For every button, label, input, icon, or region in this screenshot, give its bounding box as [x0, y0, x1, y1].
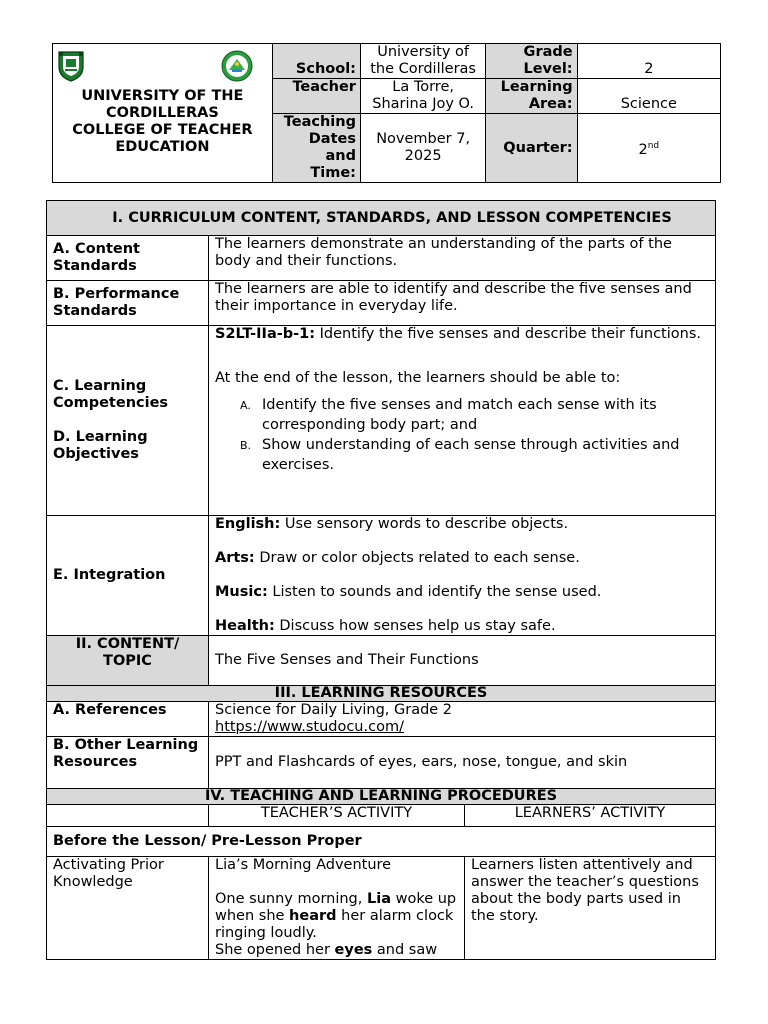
reference-book: Science for Daily Living, Grade 2: [215, 702, 453, 718]
section-1-title: I. CURRICULUM CONTENT, STANDARDS, AND LESSON COMPETENCIES: [47, 201, 716, 236]
competencies-objectives-content: [209, 326, 716, 516]
grade-level-label: Grade Level:: [486, 44, 577, 79]
university-seal-icon: [57, 49, 85, 82]
lesson-plan-table: [46, 200, 716, 960]
learning-area-value: Science: [577, 79, 720, 114]
performance-standards-text: The learners are able to identify and describe the five senses and their importance in everyday life.: [209, 281, 716, 326]
teacher-value: La Torre, Sharina Joy O.: [360, 79, 485, 114]
learner-response: Learners listen attentively and answer the teacher’s questions about the body parts used in the story.: [465, 857, 716, 960]
objective-item: A. Identify the five senses and match each sense with its corresponding body part; and: [240, 397, 657, 433]
quarter-label: Quarter:: [486, 114, 577, 183]
story-title: Lia’s Morning Adventure: [215, 857, 392, 873]
integration-english: English: Use sensory words to describe objects.: [215, 516, 569, 532]
college-logo-icon: [221, 50, 253, 82]
teacher-story: [209, 857, 465, 960]
section-4-title: IV. TEACHING AND LEARNING PROCEDURES: [47, 789, 716, 805]
learning-area-label: Learning Area:: [486, 79, 577, 114]
school-label: School:: [272, 44, 360, 79]
objective-item: B. Show understanding of each sense through activities and exercises.: [240, 437, 680, 473]
integration-label: E. Integration: [47, 516, 209, 636]
story-paragraph: She opened her eyes and saw: [215, 942, 438, 958]
learning-competencies-label: C. Learning Competencies: [53, 378, 169, 411]
other-resources-text: PPT and Flashcards of eyes, ears, nose, tongue, and skin: [209, 737, 716, 789]
learner-activity-header: LEARNERS’ ACTIVITY: [465, 805, 716, 827]
teaching-dates-label: Teaching Dates and Time:: [272, 114, 360, 183]
references-content: [209, 702, 716, 737]
quarter-value: 2nd: [577, 114, 720, 183]
objectives-intro: At the end of the lesson, the learners should be able to:: [215, 370, 621, 386]
teacher-activity-header: TEACHER’S ACTIVITY: [209, 805, 465, 827]
other-resources-label: B. Other Learning Resources: [47, 737, 209, 789]
objectives-list: [215, 395, 709, 475]
grade-level-value: 2: [577, 44, 720, 79]
teacher-label: Teacher: [272, 79, 360, 114]
empty-header-cell: [47, 805, 209, 827]
content-standards-label: A. Content Standards: [47, 236, 209, 281]
references-label: A. References: [47, 702, 209, 737]
content-standards-text: The learners demonstrate an understanding of the parts of the body and their functions.: [209, 236, 716, 281]
story-paragraph: One sunny morning, Lia woke up when she heard her alarm clock ringing loudly.: [215, 891, 457, 941]
college-name: COLLEGE OF TEACHER EDUCATION: [72, 122, 253, 155]
integration-music: Music: Listen to sounds and identify the sense used.: [215, 584, 602, 600]
content-topic-label: II. CONTENT/ TOPIC: [47, 636, 209, 686]
performance-standards-label: B. Performance Standards: [47, 281, 209, 326]
activating-prior-knowledge-label: Activating Prior Knowledge: [47, 857, 209, 960]
integration-health: Health: Discuss how senses help us stay safe.: [215, 618, 556, 634]
university-name: UNIVERSITY OF THE CORDILLERAS: [81, 88, 244, 121]
section-3-title: III. LEARNING RESOURCES: [47, 686, 716, 702]
header-table: [52, 43, 721, 183]
integration-content: [209, 516, 716, 636]
learning-objectives-label: D. Learning Objectives: [53, 429, 148, 462]
competencies-objectives-labels: [47, 326, 209, 516]
integration-arts: Arts: Draw or color objects related to each sense.: [215, 550, 580, 566]
content-topic-text: The Five Senses and Their Functions: [209, 636, 716, 686]
school-value: University of the Cordilleras: [360, 44, 485, 79]
quarter-suffix: nd: [647, 140, 660, 151]
before-lesson-label: Before the Lesson/ Pre-Lesson Proper: [47, 827, 716, 857]
competency-code: S2LT-IIa-b-1:: [215, 326, 316, 342]
competency-statement: S2LT-IIa-b-1: Identify the five senses and describe their functions.: [215, 326, 701, 342]
reference-link[interactable]: https://www.studocu.com/: [215, 719, 404, 735]
teaching-dates-value: November 7, 2025: [360, 114, 485, 183]
university-cell: [53, 44, 273, 183]
